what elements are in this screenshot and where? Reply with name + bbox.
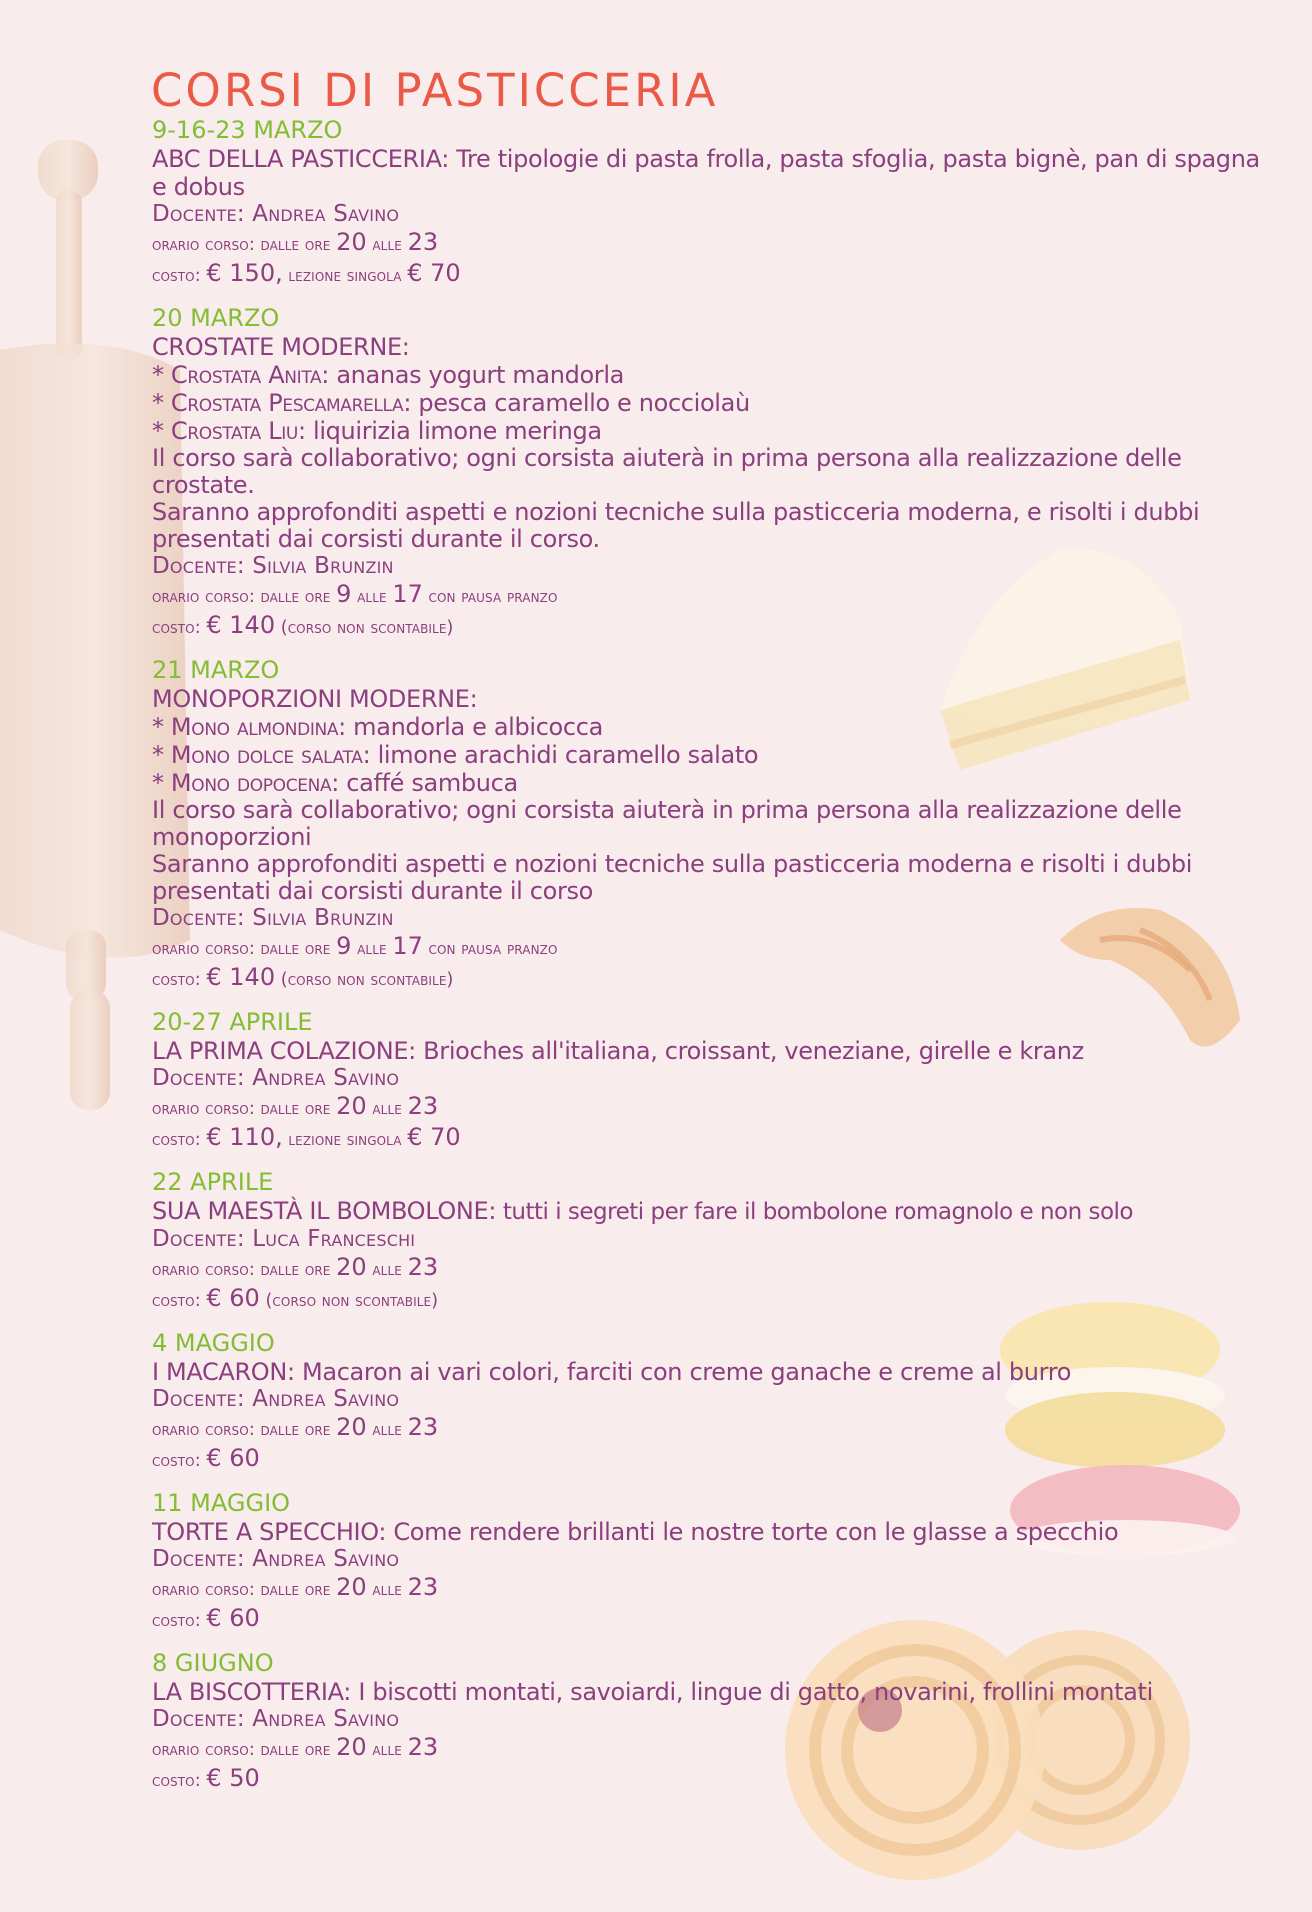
schedule-label: orario corso: dalle ore [152, 1420, 337, 1440]
course-heading [152, 1678, 1272, 1706]
course-description: Macaron ai vari colori, farciti con creme ganache e creme al burro [294, 1358, 1072, 1386]
cost-value: € 150, [206, 259, 283, 287]
course-heading [152, 1197, 1272, 1226]
course-date: 4 MAGGIO [152, 1329, 275, 1357]
cost-suffix: lezione singola [282, 266, 408, 286]
course-item-desc: limone arachidi caramello salato [370, 741, 759, 769]
schedule-mid: alle [351, 587, 393, 607]
course-note: Saranno approfonditi aspetti e nozioni tecniche sulla pasticceria moderna e risolti i dubbi presentati dai corsisti durante il corso [152, 850, 1193, 905]
course-block [152, 1168, 1272, 1315]
course-list [152, 66, 1272, 1809]
course-item-name: * Mono dolce salata: [152, 741, 371, 769]
course-item [152, 741, 1272, 769]
schedule-mid: alle [366, 1580, 408, 1600]
course-date: 22 APRILE [152, 1168, 274, 1196]
schedule-to: 23 [407, 1253, 439, 1281]
course-schedule [152, 228, 1272, 259]
schedule-to: 23 [407, 1573, 439, 1601]
schedule-label: orario corso: dalle ore [152, 1099, 337, 1119]
course-date: 11 MAGGIO [152, 1489, 291, 1517]
course-schedule [152, 1253, 1272, 1284]
cost-suffix: lezione singola [282, 1130, 408, 1150]
schedule-from: 9 [336, 580, 352, 608]
course-heading [152, 1518, 1272, 1546]
schedule-mid: alle [366, 1420, 408, 1440]
course-date: 9-16-23 MARZO [152, 116, 343, 144]
course-item-desc: caffé sambuca [339, 769, 518, 797]
course-teacher: Docente: Silvia Brunzin [152, 905, 394, 931]
course-item [152, 417, 1272, 445]
page-title: CORSI DI PASTICCERIA [151, 64, 719, 117]
schedule-mid: alle [366, 1260, 408, 1280]
course-heading [152, 145, 1272, 201]
schedule-label: orario corso: dalle ore [152, 587, 337, 607]
cost-value: € 60 [206, 1604, 260, 1632]
schedule-suffix: con pausa pranzo [422, 939, 558, 959]
course-block [152, 304, 1272, 642]
course-name: I MACARON: [152, 1358, 295, 1386]
cost-value: € 110, [206, 1123, 283, 1151]
course-date: 21 MARZO [152, 656, 280, 684]
course-name: MONOPORZIONI MODERNE: [152, 685, 478, 713]
cost-value: € 50 [206, 1764, 260, 1792]
cost-label: costo: [152, 970, 207, 990]
course-item-name: * Mono almondina: [152, 713, 346, 741]
course-item-desc: liquirizia limone meringa [305, 417, 602, 445]
course-item-name: * Crostata Anita: [152, 361, 330, 389]
course-schedule [152, 932, 1272, 963]
course-block [152, 1489, 1272, 1635]
course-item-desc: ananas yogurt mandorla [329, 361, 624, 389]
course-name: SUA MAESTÀ IL BOMBOLONE: [152, 1197, 497, 1225]
course-name: LA PRIMA COLAZIONE: [152, 1037, 416, 1065]
course-item-name: * Crostata Liu: [152, 417, 306, 445]
course-cost [152, 1604, 1272, 1635]
course-item [152, 361, 1272, 389]
schedule-mid: alle [366, 1740, 408, 1760]
course-teacher: Docente: Luca Franceschi [152, 1226, 416, 1252]
schedule-label: orario corso: dalle ore [152, 1580, 337, 1600]
cost-extra: € 70 [407, 1123, 461, 1151]
cost-value: € 140 [206, 611, 276, 639]
course-cost [152, 1444, 1272, 1475]
course-description: Come rendere brillanti le nostre torte con le glasse a specchio [386, 1518, 1119, 1546]
schedule-from: 20 [336, 1413, 367, 1441]
schedule-from: 20 [336, 1573, 367, 1601]
course-cost [152, 1284, 1272, 1315]
course-date: 8 GIUGNO [152, 1649, 274, 1677]
course-teacher: Docente: Andrea Savino [152, 1065, 400, 1091]
course-item [152, 769, 1272, 797]
course-schedule [152, 1733, 1272, 1764]
course-teacher: Docente: Andrea Savino [152, 1706, 400, 1732]
course-cost [152, 1123, 1272, 1154]
course-cost [152, 963, 1272, 994]
course-block [152, 116, 1272, 290]
course-teacher: Docente: Andrea Savino [152, 1546, 400, 1572]
course-heading [152, 333, 1272, 361]
course-heading [152, 1037, 1272, 1065]
schedule-to: 23 [407, 1092, 439, 1120]
schedule-from: 20 [336, 1733, 367, 1761]
course-block [152, 1008, 1272, 1154]
cost-label: costo: [152, 1291, 207, 1311]
schedule-label: orario corso: dalle ore [152, 235, 337, 255]
course-teacher: Docente: Silvia Brunzin [152, 553, 394, 579]
course-block [152, 656, 1272, 994]
course-note: Il corso sarà collaborativo; ogni corsista aiuterà in prima persona alla realizzazione delle monoporzioni [152, 796, 1182, 851]
schedule-from: 20 [336, 1253, 367, 1281]
cost-label: costo: [152, 1771, 207, 1791]
course-schedule [152, 1092, 1272, 1123]
schedule-to: 17 [392, 932, 423, 960]
course-item-desc: pesca caramello e nocciolaù [411, 389, 750, 417]
cost-label: costo: [152, 1130, 207, 1150]
schedule-label: orario corso: dalle ore [152, 1260, 337, 1280]
course-cost [152, 611, 1272, 642]
schedule-label: orario corso: dalle ore [152, 939, 337, 959]
cost-suffix: (corso non scontabile) [259, 1291, 439, 1311]
course-name: LA BISCOTTERIA: [152, 1678, 352, 1706]
schedule-mid: alle [366, 235, 408, 255]
course-item-name: * Mono dopocena: [152, 769, 339, 797]
course-teacher: Docente: Andrea Savino [152, 201, 400, 227]
schedule-from: 9 [336, 932, 352, 960]
schedule-to: 23 [407, 1413, 439, 1441]
schedule-to: 23 [407, 1733, 439, 1761]
course-block [152, 1329, 1272, 1475]
course-name: CROSTATE MODERNE: [152, 333, 410, 361]
course-date: 20 MARZO [152, 304, 280, 332]
course-item [152, 389, 1272, 417]
course-cost [152, 1764, 1272, 1795]
cost-value: € 60 [206, 1284, 260, 1312]
cost-suffix: (corso non scontabile) [275, 618, 454, 638]
courses-container [152, 116, 1272, 1795]
course-cost [152, 259, 1272, 290]
cost-suffix: (corso non scontabile) [275, 970, 454, 990]
cost-extra: € 70 [407, 259, 461, 287]
cost-label: costo: [152, 266, 207, 286]
schedule-to: 17 [392, 580, 423, 608]
schedule-label: orario corso: dalle ore [152, 1740, 337, 1760]
schedule-suffix: con pausa pranzo [422, 587, 558, 607]
cost-value: € 60 [206, 1444, 260, 1472]
course-description: Tre tipologie di pasta frolla, pasta sfoglia, pasta bignè, pan di spagna e dobus [152, 145, 1260, 201]
schedule-to: 23 [407, 228, 439, 256]
course-schedule [152, 580, 1272, 611]
cost-label: costo: [152, 1611, 207, 1631]
course-description: Brioches all'italiana, croissant, veneziane, girelle e kranz [415, 1037, 1084, 1065]
course-note: Saranno approfonditi aspetti e nozioni tecniche sulla pasticceria moderna, e risolti i dubbi presentati dai corsisti durante il corso. [152, 498, 1200, 553]
course-name: TORTE A SPECCHIO: [152, 1518, 387, 1546]
course-heading [152, 685, 1272, 713]
course-item-name: * Crostata Pescamarella: [152, 389, 412, 417]
course-schedule [152, 1573, 1272, 1604]
course-block [152, 1649, 1272, 1795]
course-schedule [152, 1413, 1272, 1444]
course-note: Il corso sarà collaborativo; ogni corsista aiuterà in prima persona alla realizzazione delle crostate. [152, 444, 1182, 499]
course-description: tutti i segreti per fare il bombolone romagnolo e non solo [496, 1199, 1133, 1225]
course-heading [152, 1358, 1272, 1386]
schedule-from: 20 [336, 1092, 367, 1120]
course-item-desc: mandorla e albicocca [345, 713, 603, 741]
schedule-mid: alle [366, 1099, 408, 1119]
cost-value: € 140 [206, 963, 276, 991]
cost-label: costo: [152, 618, 207, 638]
cost-label: costo: [152, 1451, 207, 1471]
course-teacher: Docente: Andrea Savino [152, 1386, 400, 1412]
course-item [152, 713, 1272, 741]
course-name: ABC DELLA PASTICCERIA: [152, 145, 449, 173]
course-date: 20-27 APRILE [152, 1008, 313, 1036]
schedule-mid: alle [351, 939, 393, 959]
schedule-from: 20 [336, 228, 367, 256]
course-description: I biscotti montati, savoiardi, lingue di gatto, novarini, frollini montati [351, 1678, 1153, 1706]
